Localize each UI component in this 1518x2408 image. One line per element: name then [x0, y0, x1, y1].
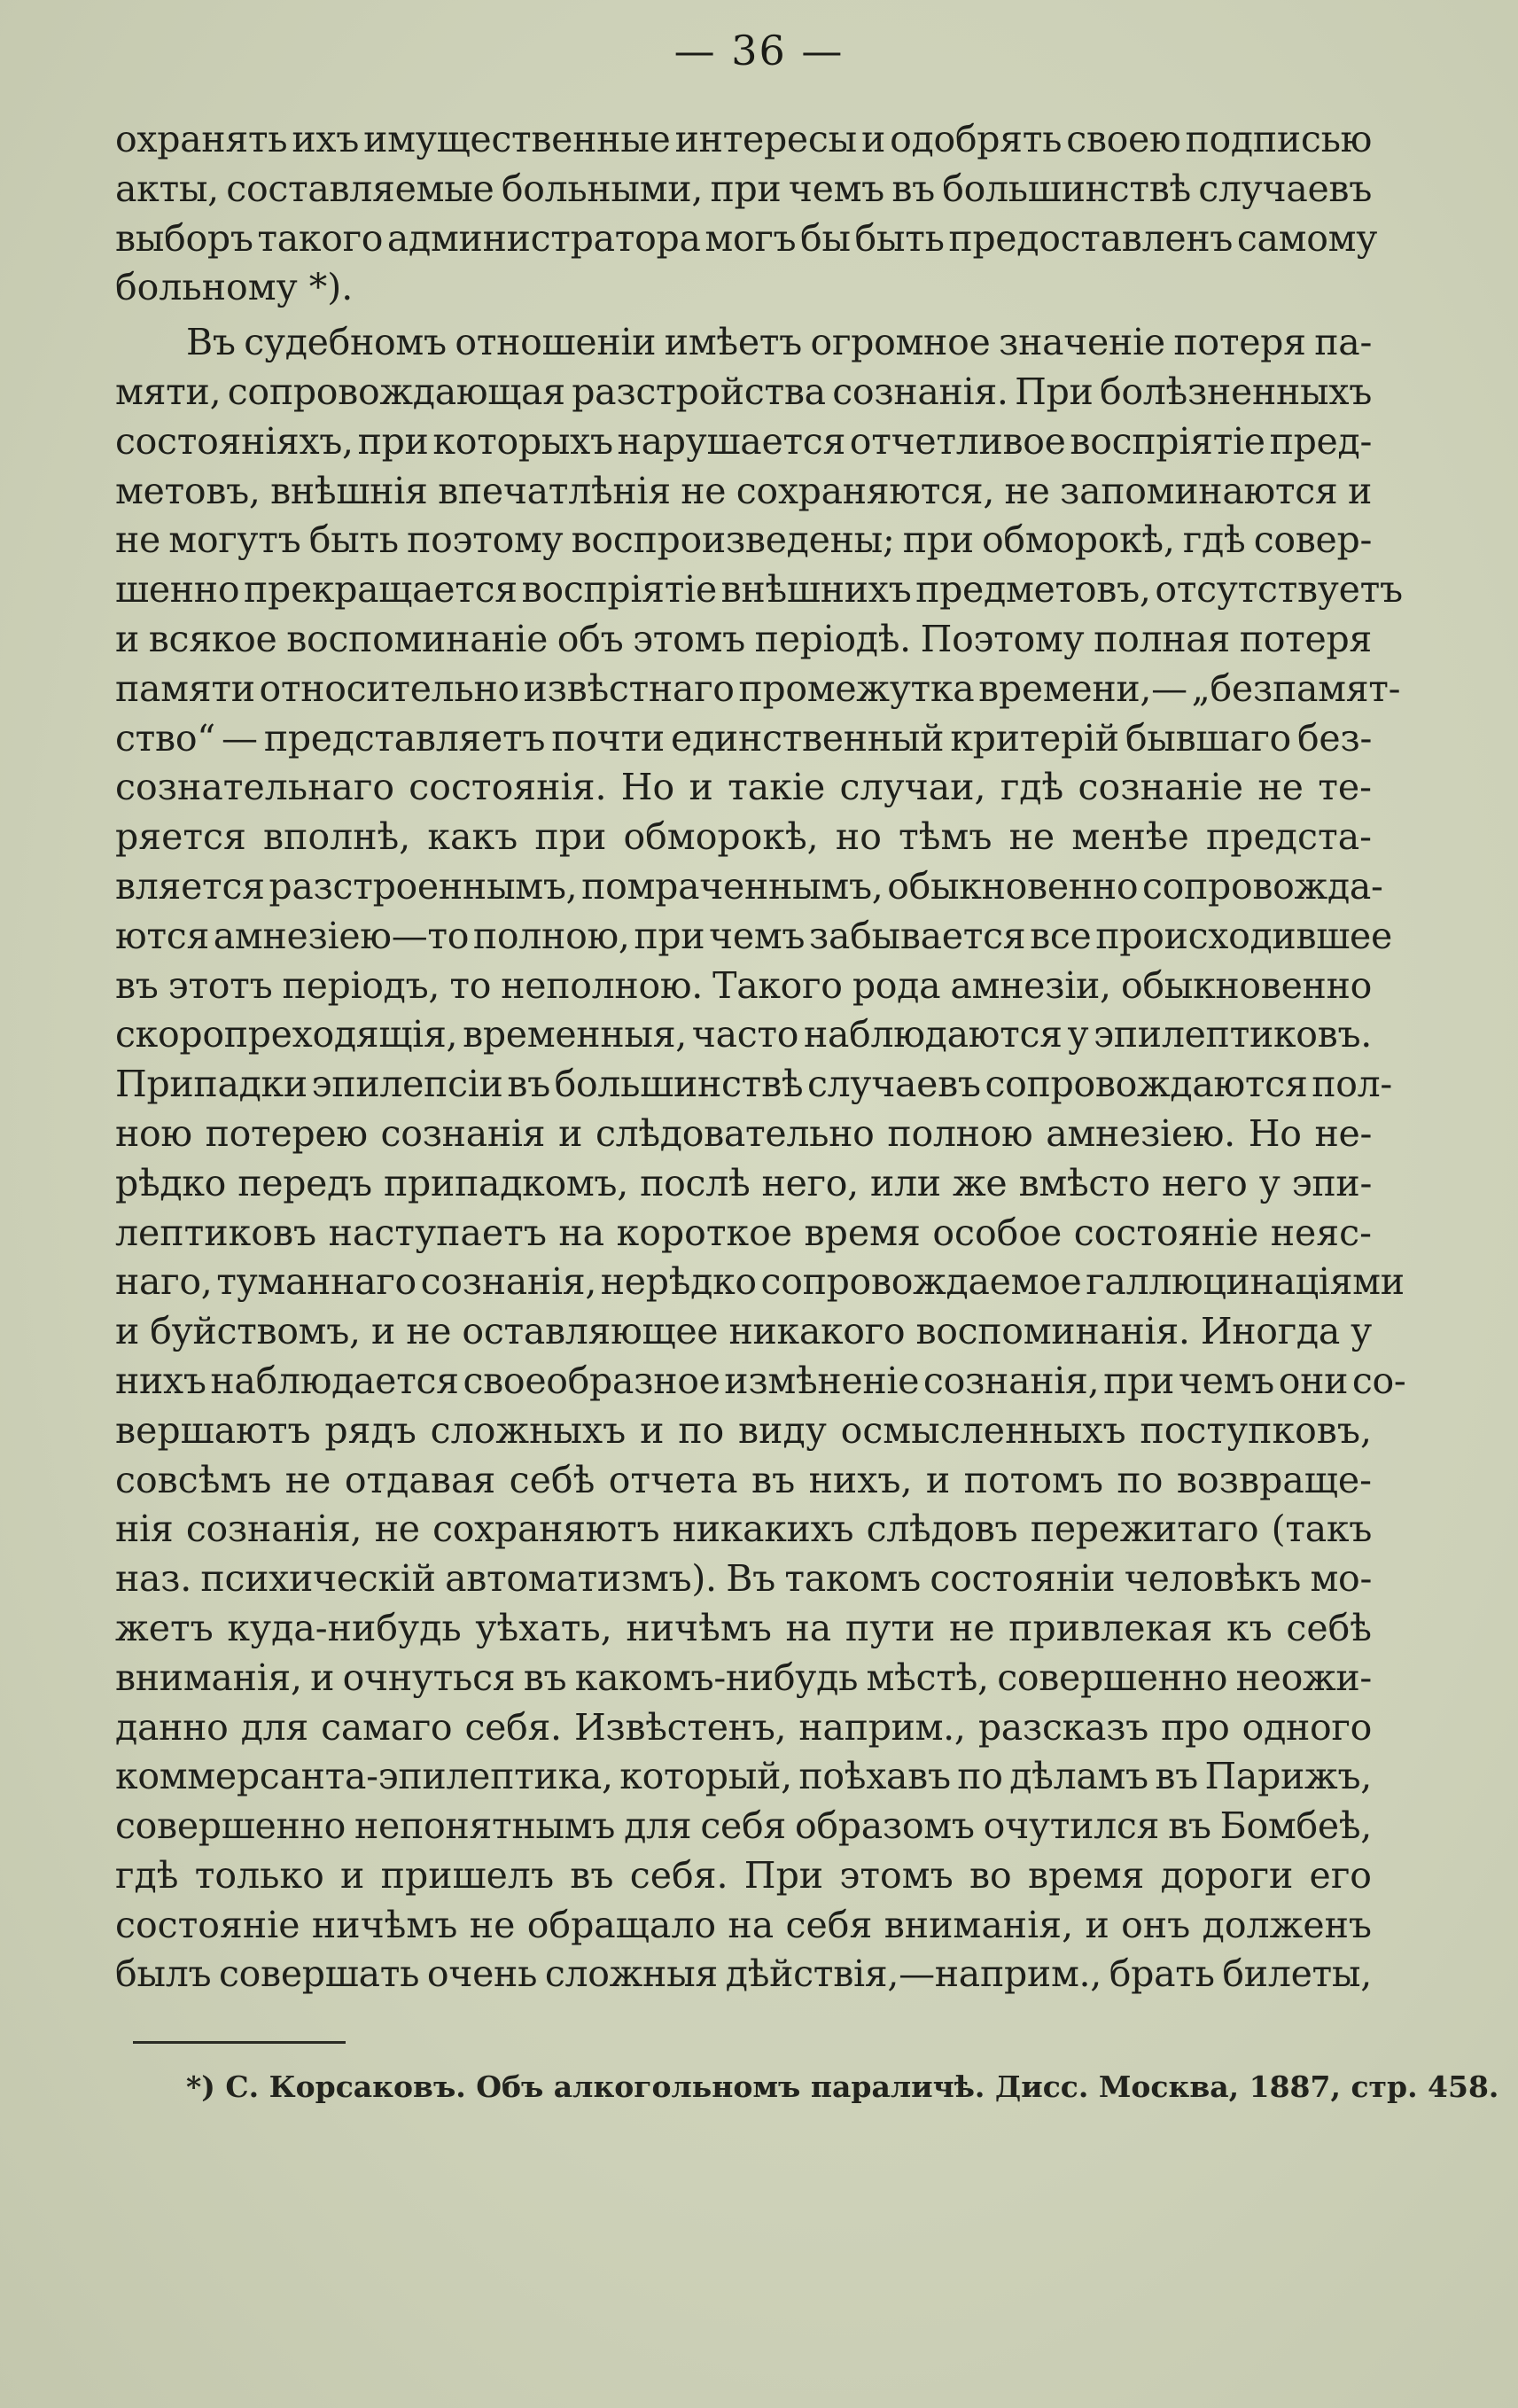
- text-line: данно для самаго себя. Извѣстенъ, наприм., разсказъ про одного: [115, 1705, 1372, 1749]
- text-line: шенно прекращается воспрiятiе внѣшнихъ предметовъ, отсутствуетъ: [115, 568, 1403, 612]
- text-line: вершаютъ рядъ сложныхъ и по виду осмысленныхъ поступковъ,: [115, 1408, 1372, 1452]
- text-line: лептиковъ наступаетъ на короткое время особое состоянiе неяс-: [115, 1211, 1372, 1254]
- body-text: [115, 115, 1406, 1999]
- text-line: ются амнезiею—то полною, при чемъ забывается все происходившее: [115, 914, 1392, 957]
- text-line: вляется разстроеннымъ, помраченнымъ, обыкновенно сопровожда-: [115, 864, 1383, 908]
- text-line: наз. психическiй автоматизмъ). Въ такомъ состоянiи человѣкъ мо-: [115, 1557, 1372, 1601]
- text-line: мяти, сопровождающая разстройства сознанiя. При болѣзненныхъ: [115, 370, 1372, 413]
- text-line: больному *).: [115, 266, 354, 309]
- text-line: совсѣмъ не отдавая себѣ отчета въ нихъ, и потомъ по возвраще-: [115, 1458, 1372, 1501]
- text-line: памяти относительно извѣстнаго промежутка времени,— „безпамят-: [115, 666, 1401, 710]
- footnote-divider: [133, 2041, 346, 2044]
- text-line: акты, составляемые больными, при чемъ въ большинствѣ случаевъ: [115, 167, 1372, 210]
- text-line: коммерсанта-эпилептика, который, поѣхавъ по дѣламъ въ Парижъ,: [115, 1755, 1372, 1798]
- text-line: совершенно непонятнымъ для себя образомъ очутился въ Бомбеѣ,: [115, 1804, 1372, 1848]
- page-number: — 36 —: [673, 27, 845, 74]
- text-line: рѣдко передъ припадкомъ, послѣ него, или же вмѣсто него у эпи-: [115, 1161, 1372, 1204]
- text-line: и буйствомъ, и не оставляющее никакого воспоминанiя. Иногда у: [115, 1310, 1372, 1353]
- text-line: состоянiе ничѣмъ не обращало на себя вниманiя, и онъ долженъ: [115, 1903, 1372, 1946]
- text-line: въ этотъ перiодъ, то неполною. Такого рода амнезiи, обыкновенно: [115, 963, 1372, 1007]
- text-line: былъ совершать очень сложныя дѣйствiя,—наприм., брать билеты,: [115, 1952, 1372, 1996]
- text-line: наго, туманнаго сознанiя, нерѣдко сопровождаемое галлюцинацiями: [115, 1260, 1405, 1304]
- text-line: сознательнаго состоянiя. Но и такiе случаи, гдѣ сознанiе не те-: [115, 766, 1372, 809]
- text-line: Припадки эпилепсiи въ большинствѣ случаевъ сопровождаются пол-: [115, 1063, 1392, 1106]
- paragraph: [115, 318, 1406, 1999]
- text-line: выборъ такого администратора могъ бы быть предоставленъ самому: [115, 216, 1378, 260]
- text-line: состоянiяхъ, при которыхъ нарушается отчетливое воспрiятiе пред-: [115, 419, 1373, 463]
- text-line: не могутъ быть поэтому воспроизведены; при обморокѣ, гдѣ совер-: [115, 518, 1372, 562]
- text-line: гдѣ только и пришелъ въ себя. При этомъ во время дороги его: [115, 1853, 1372, 1897]
- text-line: скоропреходящiя, временныя, часто наблюдаются у эпилептиковъ.: [115, 1013, 1372, 1056]
- text-line: Въ судебномъ отношенiи имѣетъ огромное значенiе потеря па-: [186, 321, 1372, 364]
- text-line: нихъ наблюдается своеобразное измѣненiе сознанiя, при чемъ они со-: [115, 1359, 1406, 1402]
- text-line: метовъ, внѣшнiя впечатлѣнiя не сохраняются, не запоминаются и: [115, 469, 1372, 512]
- text-line: ство“ — представляетъ почти единственный критерiй бывшаго без-: [115, 716, 1372, 760]
- paragraph: [115, 115, 1378, 313]
- text-line: вниманiя, и очнуться въ какомъ-нибудь мѣстѣ, совершенно неожи-: [115, 1656, 1372, 1699]
- text-line: ряется вполнѣ, какъ при обморокѣ, но тѣмъ не менѣе предста-: [115, 815, 1372, 859]
- text-line: нiя сознанiя, не сохраняютъ никакихъ слѣдовъ пережитаго (такъ: [115, 1508, 1372, 1551]
- text-line: и всякое воспоминанiе объ этомъ перiодѣ. Поэтому полная потеря: [115, 617, 1372, 660]
- text-line: охранять ихъ имущественные интересы и одобрять своею подписью: [115, 118, 1372, 160]
- text-line: жетъ куда-нибудь уѣхать, ничѣмъ на пути не привлекая къ себѣ: [115, 1606, 1372, 1649]
- footnote: *) С. Корсаковъ. Объ алкогольномъ параличѣ. Дисс. Москва, 1887, стр. 458.: [186, 2069, 1499, 2104]
- text-line: ною потерею сознанiя и слѣдовательно полною амнезiею. Но не-: [115, 1111, 1372, 1155]
